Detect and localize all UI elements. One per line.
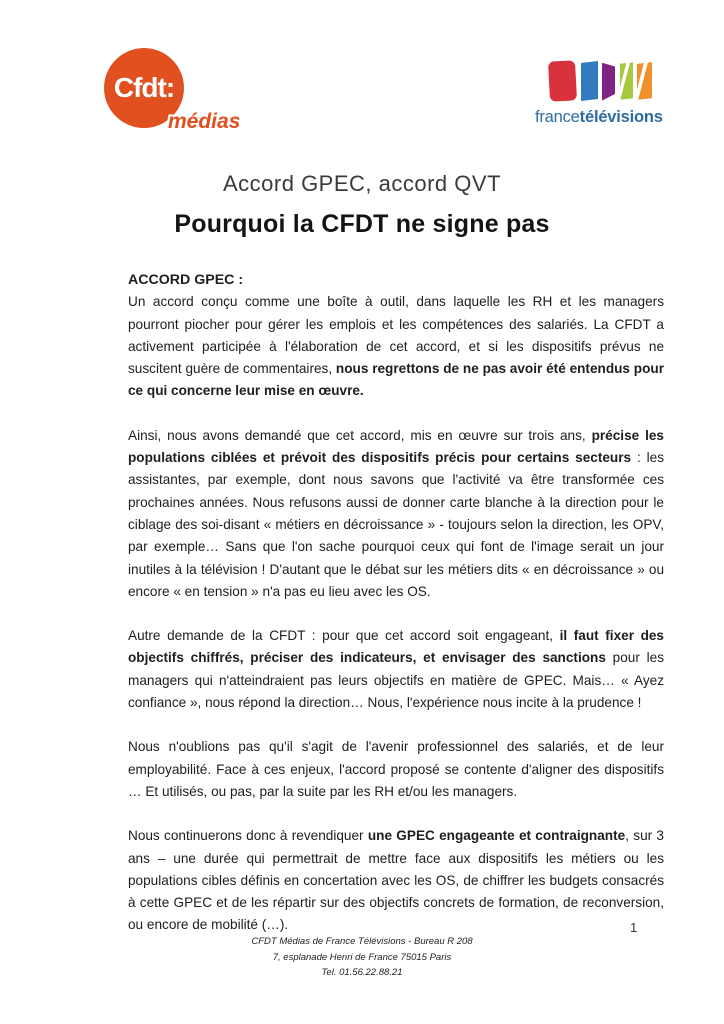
footer-line: 7, esplanade Henri de France 75015 Paris	[272, 951, 452, 963]
ftv-flag-blue-icon	[581, 61, 598, 101]
paragraph-segment: Nous continuerons donc à revendiquer	[128, 828, 368, 844]
paragraph-segment: , sur 3 ans – une durée qui permettrait de mettre face aux dispositifs les métiers ou les populations cibles définis en concertation avec les OS, de chiffrer les budgets consacrés à cette GPEC et de les répartir sur des objectifs concrets de formation, de reconversion, ou encore de mobilité (…).	[128, 828, 664, 933]
ftv-flag-green-icon	[620, 62, 633, 100]
footer-line: Tel. 01.56.22.88.21	[321, 967, 403, 978]
paragraph	[128, 825, 664, 936]
paragraph	[128, 425, 664, 603]
paragraph-bold-segment: nous regrettons de ne pas avoir été entendus pour ce qui concerne leur mise en œuvre.	[128, 361, 664, 399]
paragraph	[128, 291, 664, 402]
paragraph-segment: : les assistantes, par exemple, dont nous savons que l'activité va être transformée ces prochaines années. Nous refusons aussi de donner carte blanche à la direction pour le ciblage des soi-disant « métiers en décroissance » - toujours selon la direction, les OPV, par exemple… Sans que l'on sache pourquoi ceux qui font de l'image serait un jour inutiles à la télévision ! D'autant que le débat sur les métiers dits « en décroissance » ou encore « en tension » n'a pas eu lieu avec les OS.	[128, 450, 664, 599]
france-televisions-logo	[535, 60, 677, 127]
cfdt-medias-logo	[104, 48, 254, 138]
paragraph-segment: Nous n'oublions pas qu'il s'agit de l'avenir professionnel des salariés, et de leur employabilité. Face à ces enjeux, l'accord proposé se contente d'aligner des dispositifs … Et utilisés, ou pas, par la suite par les RH et/ou les managers.	[128, 739, 664, 799]
page-footer	[0, 934, 724, 981]
paragraph-segment: Un accord conçu comme une boîte à outil, dans laquelle les RH et les managers pourront piocher pour gérer les emplois et les compétences des salariés. La CFDT a activement participée à l'élaboration de cet accord, et si les dispositifs prévus ne suscitent guère de commentaires,	[128, 294, 664, 377]
document-body	[128, 269, 664, 959]
paragraph-bold-segment: une GPEC engageante et contraignante	[367, 828, 626, 844]
body-paragraphs	[128, 291, 664, 936]
paragraph-segment: pour les managers qui n'atteindraient pas leurs objectifs en matière de GPEC. Mais… « Ayez confiance », nous répond la direction… Nous, l'expérience nous incite à la prudence !	[128, 650, 665, 711]
section-heading: ACCORD GPEC :	[128, 272, 244, 288]
paragraph-segment: Autre demande de la CFDT : pour que cet accord soit engageant,	[128, 628, 560, 644]
ftv-flags-icon	[549, 60, 677, 104]
ftv-wordmark	[535, 108, 677, 127]
ftv-wordmark-france: france	[535, 108, 580, 126]
document-subtitle: Accord GPEC, accord QVT	[222, 171, 502, 196]
page-number: 1	[630, 920, 638, 935]
paragraph-segment: Ainsi, nous avons demandé que cet accord, mis en œuvre sur trois ans,	[128, 427, 592, 443]
footer-line: CFDT Médias de France Télévisions - Bureau R 208	[251, 936, 473, 947]
ftv-flag-purple-icon	[602, 61, 615, 101]
paragraph-bold-segment: précise les populations ciblées et prévoit des dispositifs précis pour certains secteurs	[128, 427, 664, 466]
cfdt-medias-text: médias	[168, 110, 241, 133]
ftv-flag-orange-icon	[637, 62, 652, 100]
paragraph-bold-segment: il faut fixer des objectifs chiffrés, préciser des indicateurs, et envisager des sanctions	[128, 628, 664, 666]
ftv-flag-red-icon	[548, 60, 577, 101]
cfdt-logo-text: Cfdt:	[113, 72, 175, 103]
paragraph	[128, 736, 664, 803]
paragraph	[128, 625, 664, 714]
document-title: Pourquoi la CFDT ne signe pas	[174, 210, 550, 238]
ftv-wordmark-televisions: télévisions	[579, 108, 663, 126]
